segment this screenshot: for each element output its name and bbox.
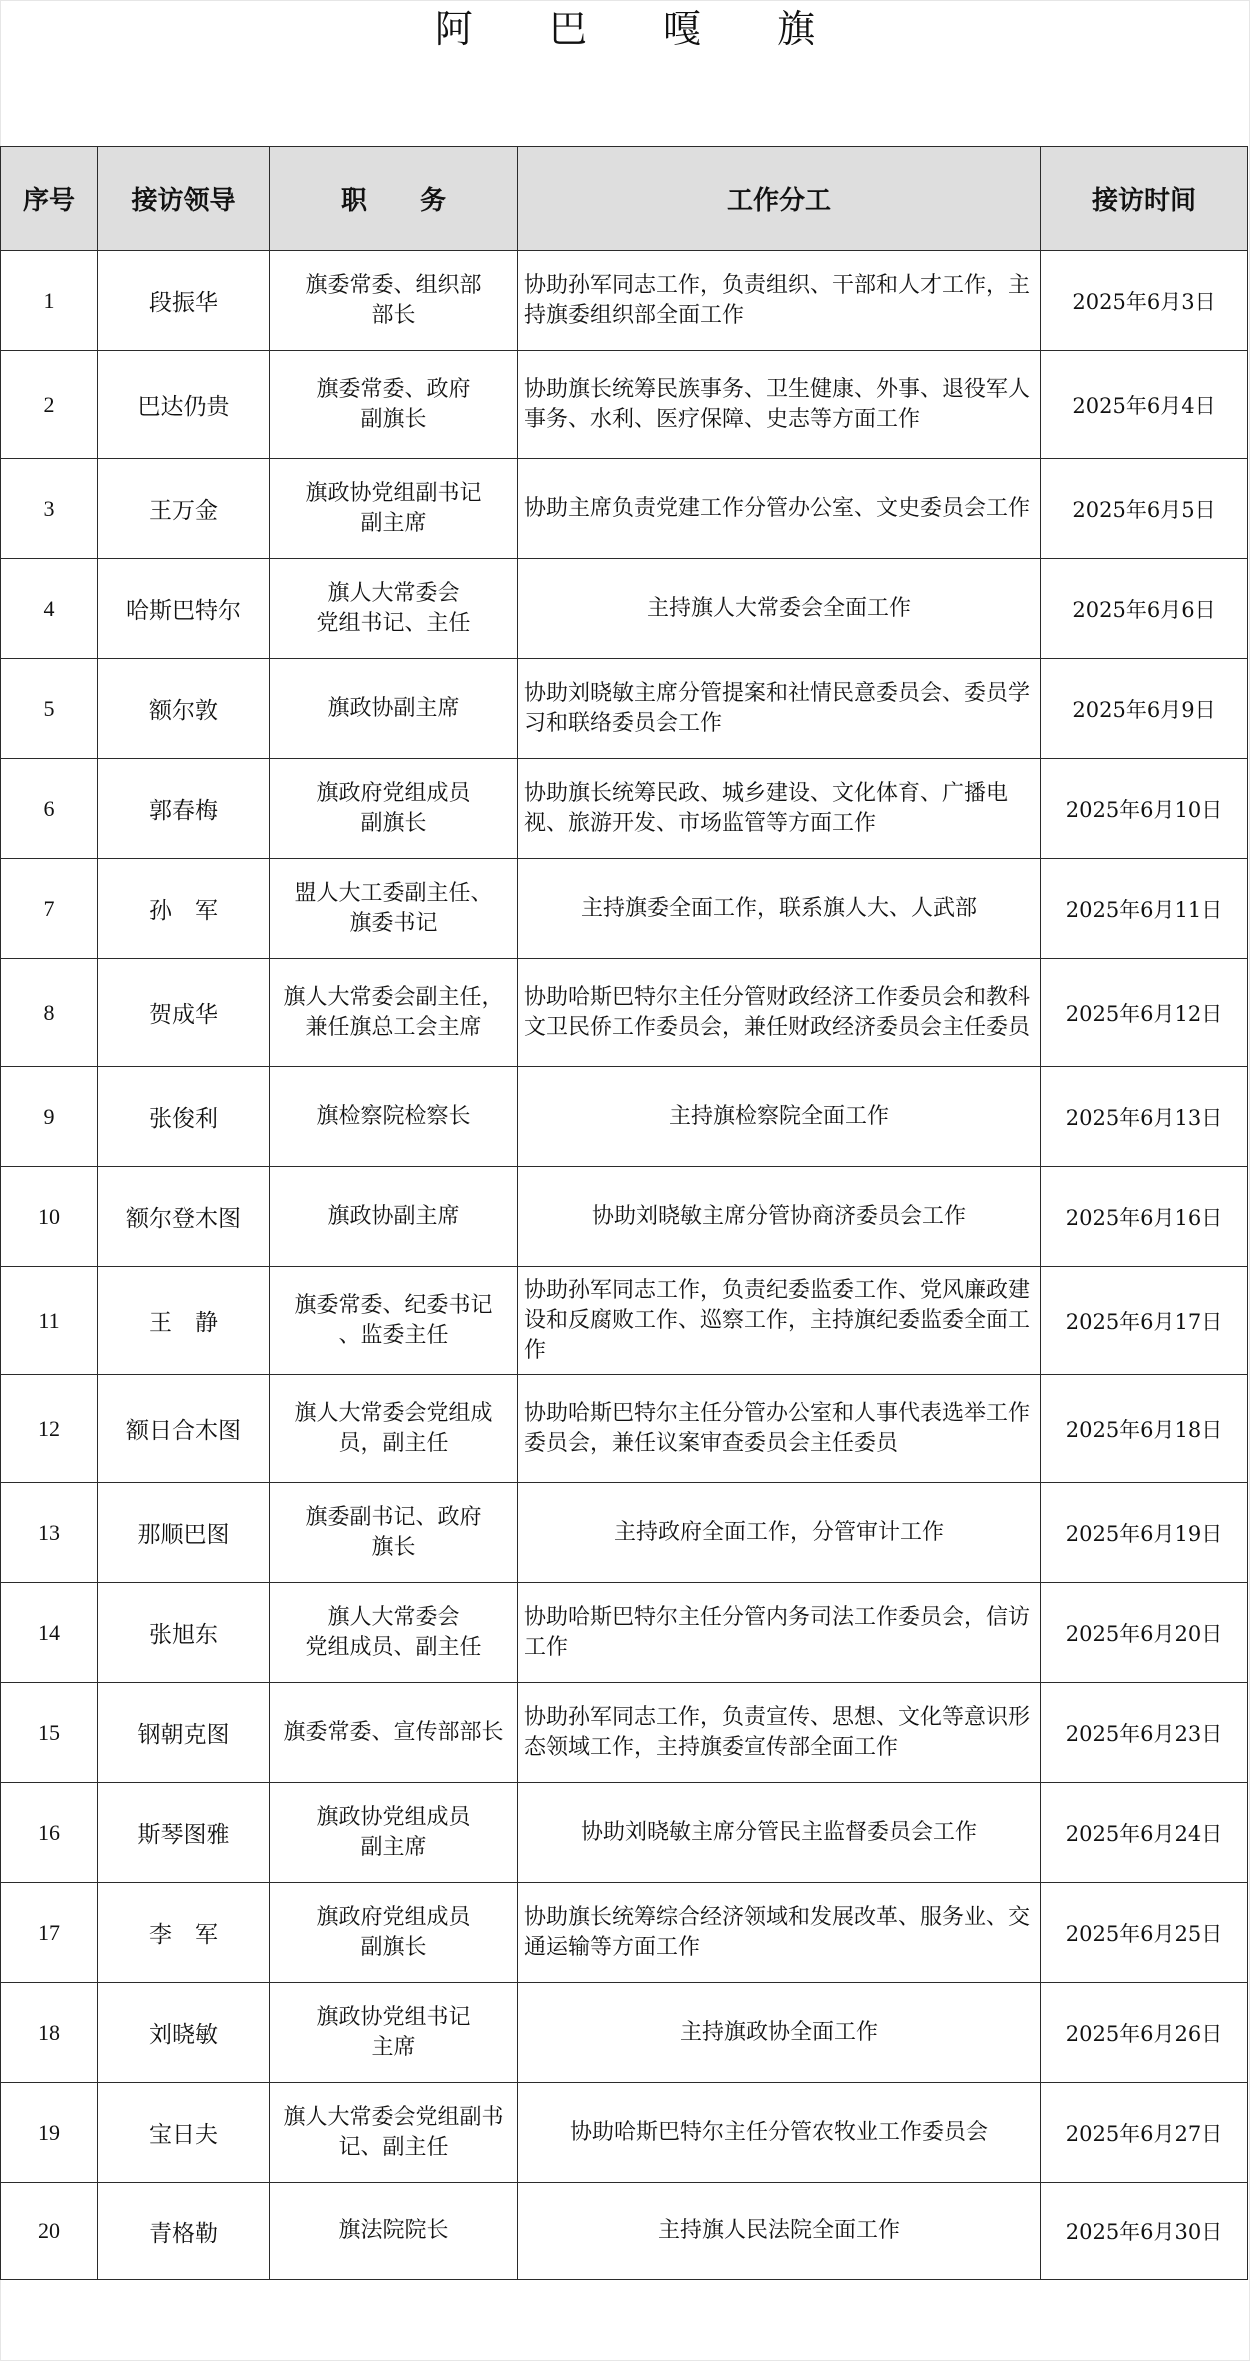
row-seq: 3 (43, 495, 55, 521)
row-leader-cell (98, 1483, 270, 1583)
row-role-cell (270, 1483, 518, 1583)
table-row (1, 1783, 1248, 1883)
row-seq: 13 (38, 1519, 60, 1545)
row-role: 旗政协党组副书记 副主席 (305, 480, 482, 536)
row-leader: 额尔登木图 (126, 1206, 241, 1232)
row-date-cell (1041, 2083, 1248, 2183)
row-role: 旗政协党组成员 副主席 (316, 1804, 471, 1860)
row-seq-cell (1, 1983, 98, 2083)
row-role-cell (270, 859, 518, 959)
row-date: 2025年6月13日 (1065, 1105, 1223, 1130)
header-time: 接访时间 (1041, 147, 1248, 251)
row-date-cell (1041, 559, 1248, 659)
row-date: 2025年6月19日 (1065, 1521, 1223, 1546)
row-duty: 主持旗检察院全面工作 (668, 1103, 889, 1129)
row-role-cell (270, 1683, 518, 1783)
row-leader: 宝日夫 (149, 2122, 218, 2148)
row-duty-cell (518, 1167, 1041, 1267)
row-duty: 协助主席负责党建工作分管办公室、文史委员会工作 (524, 495, 1031, 521)
row-seq: 5 (43, 695, 55, 721)
row-date: 2025年6月12日 (1065, 1001, 1223, 1026)
row-leader: 孙 军 (149, 898, 218, 924)
row-seq-cell (1, 1883, 98, 1983)
row-duty-cell (518, 1683, 1041, 1783)
row-role: 旗委副书记、政府 旗长 (305, 1504, 482, 1560)
row-leader-cell (98, 859, 270, 959)
row-leader-cell (98, 1167, 270, 1267)
row-role: 旗人大常委会副主任，兼任旗总工会主席 (283, 984, 504, 1040)
row-date-cell (1041, 859, 1248, 959)
row-date-cell (1041, 959, 1248, 1067)
row-duty: 协助旗长统筹民族事务、卫生健康、外事、退役军人事务、水利、医疗保障、史志等方面工作 (524, 376, 1031, 432)
row-duty-cell (518, 251, 1041, 351)
row-seq-cell (1, 1267, 98, 1375)
row-leader-cell (98, 1683, 270, 1783)
table-row (1, 1167, 1248, 1267)
row-seq-cell (1, 1483, 98, 1583)
row-date-cell (1041, 1267, 1248, 1375)
row-date-cell (1041, 351, 1248, 459)
row-leader-cell (98, 1983, 270, 2083)
row-leader-cell (98, 1375, 270, 1483)
row-duty-cell (518, 959, 1041, 1067)
row-date: 2025年6月11日 (1065, 897, 1223, 922)
table-row (1, 2083, 1248, 2183)
row-date-cell (1041, 251, 1248, 351)
table-row (1, 659, 1248, 759)
row-role-cell (270, 659, 518, 759)
row-date-cell (1041, 1783, 1248, 1883)
row-date: 2025年6月20日 (1065, 1621, 1223, 1646)
row-duty: 协助孙军同志工作，负责纪委监委工作、党风廉政建设和反腐败工作、巡察工作，主持旗纪委监委全面工作 (524, 1277, 1031, 1363)
row-role-cell (270, 959, 518, 1067)
row-role: 旗法院院长 (338, 2218, 449, 2243)
row-date-cell (1041, 1483, 1248, 1583)
row-duty-cell (518, 1883, 1041, 1983)
row-duty-cell (518, 1067, 1041, 1167)
row-leader-cell (98, 1583, 270, 1683)
row-date: 2025年6月27日 (1065, 2121, 1223, 2146)
row-duty-cell (518, 559, 1041, 659)
row-role-cell (270, 759, 518, 859)
table-row (1, 1375, 1248, 1483)
table-row (1, 1583, 1248, 1683)
row-role-cell (270, 251, 518, 351)
row-leader: 张俊利 (149, 1106, 218, 1132)
row-leader: 刘晓敏 (149, 2022, 218, 2048)
row-duty: 协助哈斯巴特尔主任分管办公室和人事代表选举工作委员会，兼任议案审查委员会主任委员 (524, 1400, 1031, 1456)
row-seq-cell (1, 251, 98, 351)
row-date: 2025年6月24日 (1065, 1821, 1223, 1846)
row-leader-cell (98, 1783, 270, 1883)
row-duty: 主持政府全面工作，分管审计工作 (613, 1519, 944, 1545)
row-leader: 郭春梅 (149, 798, 218, 824)
row-role-cell (270, 1267, 518, 1375)
row-leader-cell (98, 1067, 270, 1167)
table-row (1, 1483, 1248, 1583)
row-role: 旗人大常委会 党组书记、主任 (316, 580, 471, 636)
table-row (1, 351, 1248, 459)
row-seq: 14 (38, 1619, 60, 1645)
row-leader: 那顺巴图 (137, 1522, 230, 1548)
row-duty: 协助刘晓敏主席分管提案和社情民意委员会、委员学习和联络委员会工作 (524, 680, 1031, 736)
row-role-cell (270, 1783, 518, 1883)
row-date-cell (1041, 1375, 1248, 1483)
row-leader: 钢朝克图 (137, 1722, 230, 1748)
row-seq: 17 (38, 1919, 60, 1945)
row-date: 2025年6月9日 (1072, 697, 1216, 722)
row-seq-cell (1, 1783, 98, 1883)
row-duty-cell (518, 1375, 1041, 1483)
row-seq: 7 (43, 895, 55, 921)
row-date-cell (1041, 659, 1248, 759)
table-row (1, 1883, 1248, 1983)
row-seq: 11 (38, 1307, 60, 1333)
row-leader: 贺成华 (149, 1002, 218, 1028)
row-seq-cell (1, 1375, 98, 1483)
row-role: 旗检察院检察长 (316, 1103, 471, 1129)
row-seq: 10 (38, 1203, 60, 1229)
row-date-cell (1041, 1167, 1248, 1267)
row-leader-cell (98, 559, 270, 659)
header-duty: 工作分工 (518, 147, 1041, 251)
row-date: 2025年6月23日 (1065, 1721, 1223, 1746)
table-header-row (1, 147, 1248, 251)
row-date: 2025年6月30日 (1065, 2220, 1223, 2244)
row-seq: 1 (43, 287, 55, 313)
header-leader: 接访领导 (98, 147, 270, 251)
table-row (1, 251, 1248, 351)
row-duty: 协助旗长统筹综合经济领域和发展改革、服务业、交通运输等方面工作 (524, 1904, 1031, 1960)
row-duty: 协助孙军同志工作，负责组织、干部和人才工作，主持旗委组织部全面工作 (524, 272, 1031, 328)
row-role: 旗人大常委会党组副书记、副主任 (283, 2104, 504, 2160)
row-seq: 8 (43, 999, 55, 1025)
row-leader: 哈斯巴特尔 (126, 598, 241, 624)
row-seq-cell (1, 959, 98, 1067)
table-row (1, 459, 1248, 559)
row-leader-cell (98, 959, 270, 1067)
row-seq: 18 (38, 2019, 60, 2045)
table-row (1, 1983, 1248, 2083)
row-role: 旗政协副主席 (327, 1203, 460, 1229)
row-duty-cell (518, 659, 1041, 759)
row-duty-cell (518, 459, 1041, 559)
row-seq-cell (1, 1683, 98, 1783)
header-role: 职 务 (270, 147, 518, 251)
row-leader: 斯琴图雅 (137, 1822, 230, 1848)
header-seq: 序号 (1, 147, 98, 251)
row-duty-cell (518, 1267, 1041, 1375)
row-seq-cell (1, 859, 98, 959)
row-leader: 段振华 (149, 290, 218, 316)
row-role: 旗委常委、政府 副旗长 (316, 376, 471, 432)
row-leader-cell (98, 351, 270, 459)
row-role-cell (270, 1167, 518, 1267)
row-duty: 协助孙军同志工作，负责宣传、思想、文化等意识形态领域工作，主持旗委宣传部全面工作 (524, 1704, 1031, 1760)
row-seq: 2 (43, 391, 55, 417)
row-duty: 协助刘晓敏主席分管民主监督委员会工作 (580, 1819, 977, 1845)
row-date-cell (1041, 1067, 1248, 1167)
row-role: 旗政府党组成员 副旗长 (316, 1904, 471, 1960)
row-leader-cell (98, 759, 270, 859)
row-date-cell (1041, 2183, 1248, 2280)
row-leader-cell (98, 251, 270, 351)
table-row (1, 1067, 1248, 1167)
row-date: 2025年6月10日 (1065, 797, 1223, 822)
row-leader: 王万金 (149, 498, 218, 524)
row-seq-cell (1, 659, 98, 759)
row-date: 2025年6月4日 (1072, 393, 1216, 418)
page-title: 阿 巴 嘎 旗 (434, 7, 848, 51)
row-duty-cell (518, 1983, 1041, 2083)
table-body (1, 251, 1248, 2280)
row-date-cell (1041, 1883, 1248, 1983)
row-leader-cell (98, 1267, 270, 1375)
row-role-cell (270, 559, 518, 659)
row-role: 旗政协党组书记 主席 (316, 2004, 471, 2060)
row-duty: 协助哈斯巴特尔主任分管财政经济工作委员会和教科文卫民侨工作委员会，兼任财政经济委员会主任委员 (524, 984, 1031, 1040)
row-seq: 12 (38, 1415, 60, 1441)
row-duty-cell (518, 859, 1041, 959)
row-duty: 主持旗政协全面工作 (679, 2019, 878, 2045)
row-leader: 张旭东 (149, 1622, 218, 1648)
row-leader-cell (98, 2183, 270, 2280)
row-seq: 16 (38, 1819, 60, 1845)
row-duty: 协助刘晓敏主席分管协商济委员会工作 (591, 1203, 966, 1229)
row-date: 2025年6月5日 (1072, 497, 1216, 522)
row-date-cell (1041, 1583, 1248, 1683)
row-role-cell (270, 2083, 518, 2183)
row-role: 旗政协副主席 (327, 695, 460, 721)
row-date-cell (1041, 459, 1248, 559)
row-leader-cell (98, 659, 270, 759)
row-role: 旗政府党组成员 副旗长 (316, 780, 471, 836)
row-seq-cell (1, 459, 98, 559)
table-row (1, 2183, 1248, 2280)
row-date: 2025年6月3日 (1072, 289, 1216, 314)
row-role-cell (270, 1883, 518, 1983)
row-seq: 19 (38, 2119, 60, 2145)
row-seq: 6 (43, 795, 55, 821)
row-leader-cell (98, 2083, 270, 2183)
table-row (1, 559, 1248, 659)
row-duty-cell (518, 1483, 1041, 1583)
row-role: 旗委常委、纪委书记 、监委主任 (294, 1292, 493, 1348)
row-duty: 主持旗人民法院全面工作 (657, 2218, 900, 2243)
row-leader: 额日合木图 (126, 1418, 241, 1444)
row-duty: 协助哈斯巴特尔主任分管农牧业工作委员会 (569, 2119, 988, 2145)
row-role: 旗人大常委会党组成员，副主任 (294, 1400, 493, 1456)
row-duty-cell (518, 1583, 1041, 1683)
row-date: 2025年6月6日 (1072, 597, 1216, 622)
row-duty: 协助旗长统筹民政、城乡建设、文化体育、广播电视、旅游开发、市场监管等方面工作 (524, 780, 1009, 836)
reception-schedule-table (0, 146, 1248, 2280)
row-date: 2025年6月16日 (1065, 1205, 1223, 1230)
row-leader: 青格勒 (149, 2220, 218, 2247)
row-duty-cell (518, 2083, 1041, 2183)
row-date: 2025年6月26日 (1065, 2021, 1223, 2046)
row-duty-cell (518, 1783, 1041, 1883)
table-row (1, 959, 1248, 1067)
row-role-cell (270, 459, 518, 559)
row-duty-cell (518, 759, 1041, 859)
row-role-cell (270, 1375, 518, 1483)
row-seq-cell (1, 1067, 98, 1167)
row-role-cell (270, 1583, 518, 1683)
row-date: 2025年6月25日 (1065, 1921, 1223, 1946)
row-date: 2025年6月18日 (1065, 1417, 1223, 1442)
row-seq-cell (1, 559, 98, 659)
row-leader-cell (98, 459, 270, 559)
row-seq-cell (1, 351, 98, 459)
row-seq: 15 (38, 1719, 60, 1745)
row-duty-cell (518, 2183, 1041, 2280)
row-leader: 李 军 (149, 1922, 218, 1948)
row-role: 旗委常委、宣传部部长 (283, 1719, 504, 1745)
row-seq-cell (1, 2183, 98, 2280)
row-seq-cell (1, 1583, 98, 1683)
row-leader: 王 静 (149, 1310, 218, 1336)
row-role-cell (270, 1067, 518, 1167)
row-seq: 20 (38, 2218, 60, 2243)
row-role: 旗委常委、组织部 部长 (305, 272, 482, 328)
row-seq: 9 (43, 1103, 55, 1129)
table-row (1, 859, 1248, 959)
row-duty: 主持旗人大常委会全面工作 (646, 595, 911, 621)
table-row (1, 759, 1248, 859)
row-duty: 主持旗委全面工作，联系旗人大、人武部 (580, 895, 977, 921)
row-date: 2025年6月17日 (1065, 1309, 1223, 1334)
row-date-cell (1041, 759, 1248, 859)
row-role: 旗人大常委会 党组成员、副主任 (305, 1604, 482, 1660)
row-date-cell (1041, 1983, 1248, 2083)
row-seq: 4 (43, 595, 55, 621)
row-leader-cell (98, 1883, 270, 1983)
row-seq-cell (1, 1167, 98, 1267)
row-duty-cell (518, 351, 1041, 459)
row-role-cell (270, 1983, 518, 2083)
row-leader: 额尔敦 (149, 698, 218, 724)
row-date-cell (1041, 1683, 1248, 1783)
row-leader: 巴达仍贵 (137, 394, 230, 420)
row-seq-cell (1, 759, 98, 859)
table-row (1, 1683, 1248, 1783)
row-role-cell (270, 2183, 518, 2280)
table-row (1, 1267, 1248, 1375)
row-duty: 协助哈斯巴特尔主任分管内务司法工作委员会，信访工作 (524, 1604, 1031, 1660)
row-seq-cell (1, 2083, 98, 2183)
row-role: 盟人大工委副主任、 旗委书记 (294, 880, 493, 936)
row-role-cell (270, 351, 518, 459)
